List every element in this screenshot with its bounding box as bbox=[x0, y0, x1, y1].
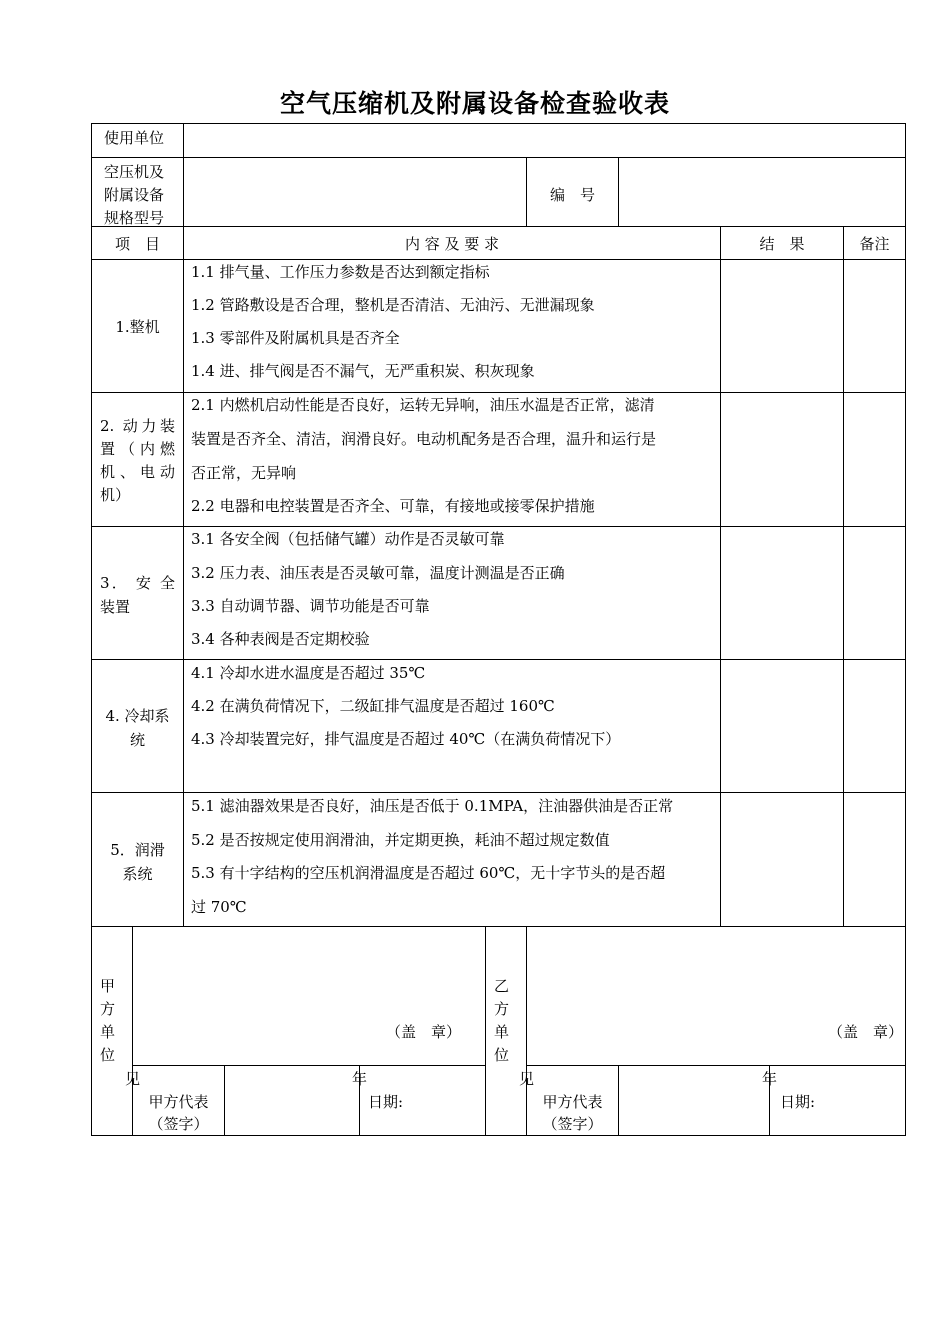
party-a-year-label: 年 bbox=[352, 1070, 368, 1088]
section-label-line: 3． 安 全 bbox=[100, 574, 175, 592]
requirement-line: 1.2 管路敷设是否合理，整机是否清洁、无油污、无泄漏现象 bbox=[191, 296, 595, 314]
party-a-opinion-tail: 见 bbox=[125, 1070, 141, 1088]
party-b-rep-label: （签字） bbox=[542, 1115, 603, 1133]
result-cell[interactable] bbox=[722, 661, 842, 791]
section-label-line: 系统 bbox=[122, 865, 153, 883]
table-rule bbox=[91, 226, 906, 227]
requirement-line: 5.2 是否按规定使用润滑油，并定期更换，耗油不超过规定数值 bbox=[191, 831, 610, 849]
party-b-signature-field[interactable] bbox=[620, 1067, 768, 1134]
section-label-line: 置（内燃 bbox=[100, 440, 175, 458]
table-rule bbox=[720, 226, 721, 927]
result-cell[interactable] bbox=[722, 394, 842, 525]
party-a-date-label: 日期: bbox=[368, 1093, 404, 1111]
party-a-date-field[interactable] bbox=[410, 1086, 482, 1132]
party-a-rep-label: 甲方代表 bbox=[148, 1093, 209, 1111]
number-label: 编 号 bbox=[549, 186, 595, 204]
page-title: 空气压缩机及附属设备检查验收表 bbox=[279, 89, 670, 118]
section-label: 1.整机 bbox=[115, 318, 160, 336]
party-a-label-char: 单 bbox=[100, 1023, 116, 1041]
table-rule bbox=[91, 123, 92, 1136]
party-b-seal-label: （盖 章） bbox=[828, 1023, 904, 1041]
requirement-line: 装置是否齐全、清洁，润滑良好。电动机配务是否合理，温升和运行是 bbox=[191, 430, 657, 448]
table-rule bbox=[91, 659, 906, 660]
requirement-line: 4.1 冷却水进水温度是否超过 35℃ bbox=[191, 664, 426, 682]
party-a-label-char: 位 bbox=[100, 1046, 116, 1064]
requirement-line: 1.4 进、排气阀是否不漏气，无严重积炭、积灰现象 bbox=[191, 362, 535, 380]
party-b-label-char: 方 bbox=[494, 1000, 510, 1018]
requirement-line: 1.1 排气量、工作压力参数是否达到额定指标 bbox=[191, 263, 490, 281]
number-field[interactable] bbox=[620, 159, 903, 224]
column-header-note: 备注 bbox=[859, 235, 890, 253]
note-cell[interactable] bbox=[845, 794, 904, 925]
party-a-rep-label: （签字） bbox=[148, 1115, 209, 1133]
table-rule bbox=[91, 792, 906, 793]
model-field[interactable] bbox=[185, 159, 524, 224]
party-b-year-label: 年 bbox=[762, 1070, 778, 1088]
party-a-signature-field[interactable] bbox=[226, 1067, 358, 1134]
table-rule bbox=[905, 123, 906, 1136]
party-b-date-label: 日期: bbox=[780, 1093, 816, 1111]
party-a-label-char: 甲 bbox=[100, 977, 116, 995]
requirement-line: 2.2 电器和电控装置是否齐全、可靠，有接地或接零保护措施 bbox=[191, 497, 595, 515]
requirement-line: 否正常，无异响 bbox=[191, 464, 297, 482]
section-label-line: 2. 动力装 bbox=[100, 417, 175, 435]
requirement-line: 5.3 有十字结构的空压机润滑温度是否超过 60℃，无十字节头的是否超 bbox=[191, 864, 666, 882]
requirement-line: 3.4 各种表阀是否定期校验 bbox=[191, 630, 370, 648]
note-cell[interactable] bbox=[845, 528, 904, 658]
note-cell[interactable] bbox=[845, 394, 904, 525]
use-unit-field[interactable] bbox=[185, 125, 903, 155]
result-cell[interactable] bbox=[722, 794, 842, 925]
requirement-line: 过 70℃ bbox=[191, 898, 247, 916]
table-rule bbox=[485, 926, 486, 1136]
section-label-line: 机） bbox=[100, 486, 131, 504]
party-b-label-char: 位 bbox=[494, 1046, 510, 1064]
requirement-line: 3.1 各安全阀（包括储气罐）动作是否灵敏可靠 bbox=[191, 530, 505, 548]
party-b-rep-label: 甲方代表 bbox=[542, 1093, 603, 1111]
party-b-label-char: 乙 bbox=[494, 977, 510, 995]
table-rule bbox=[91, 123, 906, 124]
model-label-line: 规格型号 bbox=[104, 209, 165, 227]
table-rule bbox=[526, 1065, 906, 1066]
section-label-line: 统 bbox=[129, 731, 145, 749]
table-rule bbox=[91, 926, 906, 927]
column-header-result: 结 果 bbox=[759, 235, 805, 253]
requirement-line: 3.2 压力表、油压表是否灵敏可靠，温度计测温是否正确 bbox=[191, 564, 565, 582]
model-label-line: 空压机及 bbox=[104, 163, 165, 181]
model-label-line: 附属设备 bbox=[104, 186, 165, 204]
note-cell[interactable] bbox=[845, 261, 904, 391]
table-rule bbox=[91, 157, 906, 158]
table-rule bbox=[618, 1065, 619, 1136]
column-header-item: 项 目 bbox=[114, 235, 160, 253]
result-cell[interactable] bbox=[722, 261, 842, 391]
section-label-line: 机、电动 bbox=[100, 463, 175, 481]
requirement-line: 1.3 零部件及附属机具是否齐全 bbox=[191, 329, 400, 347]
requirement-line: 3.3 自动调节器、调节功能是否可靠 bbox=[191, 597, 430, 615]
use-unit-label: 使用单位 bbox=[104, 129, 165, 147]
party-b-date-field[interactable] bbox=[822, 1086, 902, 1132]
table-rule bbox=[618, 157, 619, 227]
table-rule bbox=[843, 226, 844, 927]
party-b-label-char: 单 bbox=[494, 1023, 510, 1041]
party-a-seal-label: （盖 章） bbox=[386, 1023, 462, 1041]
section-label-line: 4. 冷却系 bbox=[105, 707, 170, 725]
party-b-opinion-tail: 见 bbox=[519, 1070, 535, 1088]
section-label-line: 装置 bbox=[100, 598, 131, 616]
requirement-line: 2.1 内燃机启动性能是否良好，运转无异响，油压水温是否正常，滤清 bbox=[191, 396, 655, 414]
column-header-content: 内 容 及 要 求 bbox=[404, 235, 500, 253]
requirement-line: 4.2 在满负荷情况下，二级缸排气温度是否超过 160℃ bbox=[191, 697, 555, 715]
note-cell[interactable] bbox=[845, 661, 904, 791]
result-cell[interactable] bbox=[722, 528, 842, 658]
requirement-line: 4.3 冷却装置完好，排气温度是否超过 40℃（在满负荷情况下） bbox=[191, 730, 621, 748]
table-rule bbox=[132, 1065, 485, 1066]
requirement-line: 5.1 滤油器效果是否良好，油压是否低于 0.1MPA，注油器供油是否正常 bbox=[191, 797, 674, 815]
table-rule bbox=[224, 1065, 225, 1136]
section-label-line: 5．润滑 bbox=[110, 841, 165, 859]
party-a-label-char: 方 bbox=[100, 1000, 116, 1018]
